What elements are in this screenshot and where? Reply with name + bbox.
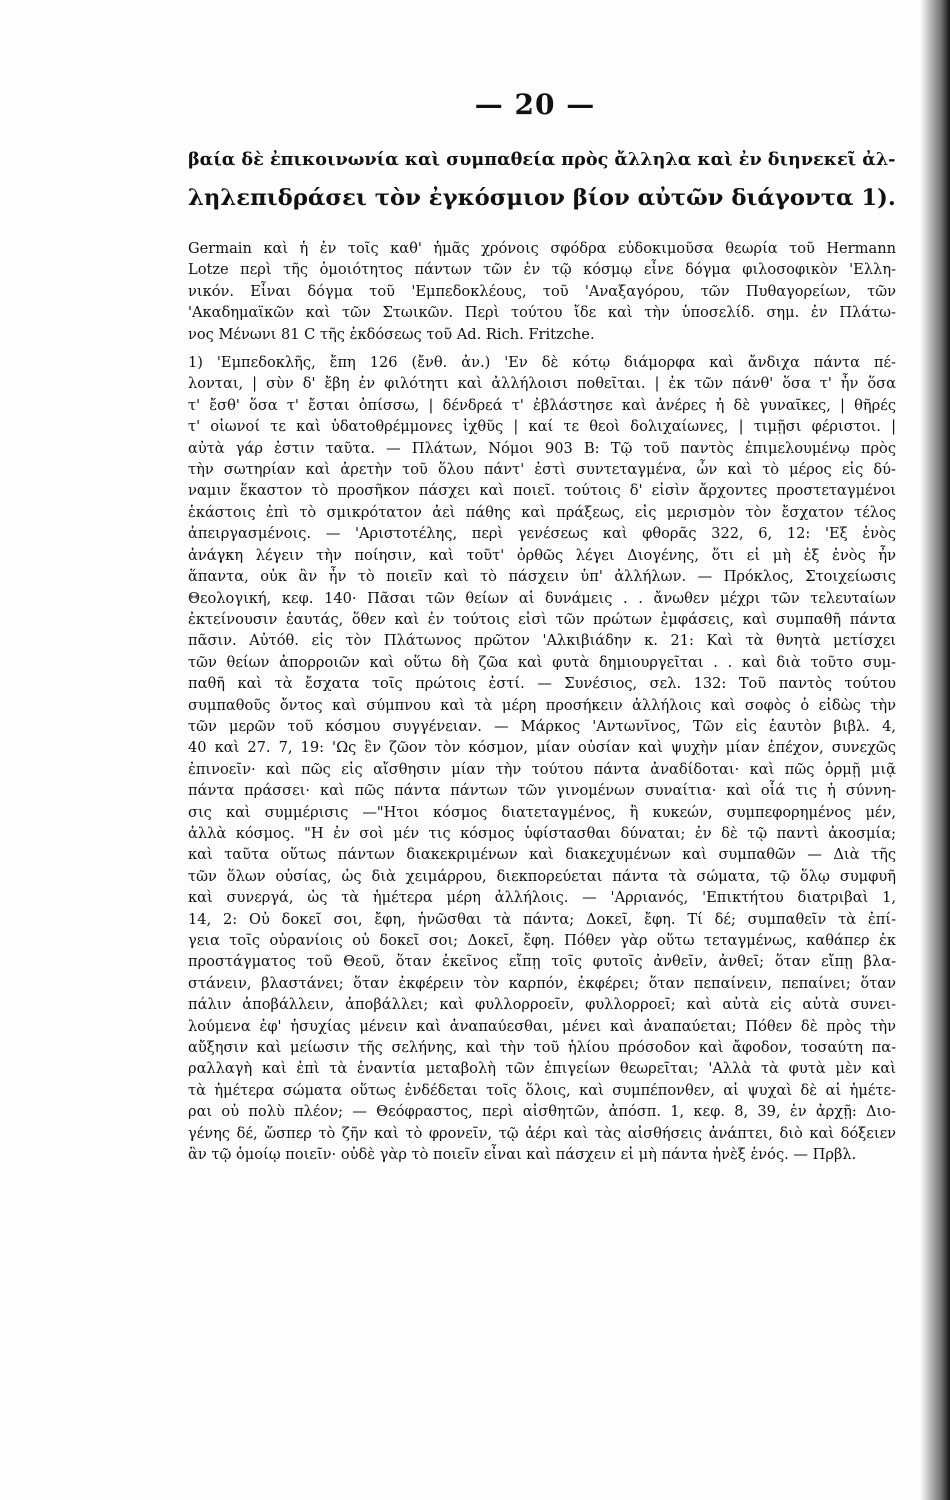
footnote-line: τ' οἰωνοί τε καὶ ὑδατοθρέμμονες ἰχθῦς | καί τε θεοὶ δολιχαίωνες, | τιμῇσι φέριστοι. | bbox=[188, 418, 896, 436]
footnote-line: καὶ ταῦτα οὕτως πάντων διακεκριμένων καὶ διακεχυμένων καὶ συμπαθῶν — Διὰ τῆς bbox=[188, 846, 896, 864]
footnote-line: 40 καὶ 27. 7, 19: 'Ως ἓν ζῶον τὸν κόσμον, μίαν οὐσίαν καὶ ψυχὴν μίαν ἐπέχον, συνεχῶς bbox=[188, 739, 896, 757]
footnote-line: ἀλλὰ κόσμος. "Η ἐν σοὶ μέν τις κόσμος ὑφίστασθαι δύναται; ἐν δὲ τῷ παντὶ ἀκοσμία; bbox=[188, 824, 896, 842]
footnote-line: Θεολογική, κεφ. 140· Πᾶσαι τῶν θείων αἱ δυνάμεις . . ἄνωθεν μέχρι τῶν τελευταίων bbox=[188, 589, 896, 607]
footnotes-block bbox=[188, 238, 896, 1165]
footnote-line: τ' ἔσθ' ὅσα τ' ἔσται ὀπίσσω, | δένδρεά τ' ἐβλάστησε καὶ ἀνέρες ἠ δὲ γυναῖκες, | θῆρές bbox=[188, 396, 896, 414]
footnote-line: ἐπινοεῖν· καὶ πῶς εἰς αἴσθησιν μίαν τὴν τούτου πάντα ἀναδίδοται· καὶ πῶς ὁρμῇ μιᾷ bbox=[188, 760, 896, 778]
footnote-line: σις καὶ συμμέρισις —"Ητοι κόσμος διατεταγμένος, ἢ κυκεών, συμπεφορημένος μέν, bbox=[188, 803, 896, 821]
footnote-line: 'Ακαδημαϊκῶν καὶ τῶν Στωικῶν. Περὶ τούτου ἴδε καὶ τὴν ὑποσελίδ. σημ. ἐν Πλάτω- bbox=[188, 304, 896, 322]
page-edge-shadow bbox=[920, 0, 950, 1500]
footnote-line: παθῆ καὶ τὰ ἔσχατα τοῖς πρώτοις ἐστί. — Συνέσιος, σελ. 132: Τοῦ παντὸς τούτου bbox=[188, 675, 896, 693]
footnote-line: 14, 2: Οὐ δοκεῖ σοι, ἔφη, ἡνῶσθαι τὰ πάντα; Δοκεῖ, ἔφη. Τί δέ; συμπαθεῖν τὰ ἐπί- bbox=[188, 910, 896, 928]
footnote-line: καὶ συνεργά, ὡς τὰ ἡμέτερα μέρη ἀλλήλοις. — 'Αρριανός, 'Επικτήτου διατριβαὶ 1, bbox=[188, 889, 896, 907]
main-text-line: ληλεπιδράσει τὸν ἐγκόσμιον βίον αὐτῶν διάγοντα 1). bbox=[188, 185, 896, 211]
page-number: — 20 — bbox=[474, 88, 596, 121]
footnote-line: ἐκτείνουσιν ἑαυτάς, ὅθεν καὶ ἐν τούτοις εἰσὶ τῶν πρώτων ἐμφάσεις, καὶ συμπαθῆ πάντα bbox=[188, 610, 896, 628]
footnote-line: ἀνάγκη λέγειν τὴν ποίησιν, καὶ τοῦτ' ὀρθῶς λέγει Διογένης, ὅτι εἰ μὴ ἐξ ἑνὸς ἦν bbox=[188, 546, 896, 564]
footnote-line: ναμιν ἕκαστον τὸ προσῆκον πάσχει καὶ ποιεῖ. τούτοις δ' εἰσὶν ἄρχοντες προστεταγμένοι bbox=[188, 482, 896, 500]
footnote-line: πάντα πράσσει· καὶ πῶς πάντα πάντων τῶν γινομένων συναίτια· καὶ οἷά τις ἡ σύννη- bbox=[188, 782, 896, 800]
footnote-line: νικόν. Εἶναι δόγμα τοῦ 'Εμπεδοκλέους, τοῦ 'Αναξαγόρου, τῶν Πυθαγορείων, τῶν bbox=[188, 282, 896, 300]
main-text-line: βαία δὲ ἐπικοινωνία καὶ συμπαθεία πρὸς ἄλληλα καὶ ἐν διηνεκεῖ ἀλ- bbox=[188, 149, 896, 170]
footnote-line: Germain καὶ ἡ ἐν τοῖς καθ' ἡμᾶς χρόνοις σφόδρα εὐδοκιμοῦσα θεωρία τοῦ Hermann bbox=[188, 240, 896, 257]
footnote-line: λονται, | σὺν δ' ἔβη ἐν φιλότητι καὶ ἀλλήλοισι ποθεῖται. | ἐκ τῶν πάνθ' ὅσα τ' ἦν ὅσα bbox=[188, 375, 896, 393]
footnote-line: τὴν σωτηρίαν καὶ ἀρετὴν τοῦ ὅλου πάντ' ἐστὶ συντεταγμένα, ὧν καὶ τὸ μέρος εἰς δύ- bbox=[188, 461, 896, 479]
footnote-line: ἑκάστοις ἐπὶ τὸ σμικρότατον ἀεὶ πάθης καὶ πράξεως, εἰς μερισμὸν τὸν ἔσχατον τέλος bbox=[188, 503, 896, 521]
footnote-line: ραλλαγὴ καὶ ἐπὶ τὰ ἐναντία μεταβολὴ τῶν ἐπιγείων θεωρεῖται; 'Αλλὰ τὰ φυτὰ μὲν καὶ bbox=[188, 1060, 896, 1078]
footnote-line: τῶν θείων ἀπορροιῶν καὶ οὕτω δὴ ζῶα καὶ φυτὰ δημιουργεῖται . . καὶ διὰ τοῦτο συμ- bbox=[188, 653, 896, 671]
footnote-line: 1) 'Εμπεδοκλῆς, ἔπη 126 (ἔνθ. ἀν.) 'Εν δὲ κότῳ διάμορφα καὶ ἄνδιχα πάντα πέ- bbox=[188, 354, 896, 372]
footnote-line: στάνειν, βλαστάνει; ὅταν ἐκφέρειν τὸν καρπόν, ἐκφέρει; ὅταν πεπαίνειν, πεπαίνει; ὅταν bbox=[188, 974, 896, 992]
footnote-line: ραι οὐ πολὺ πλέον; — Θεόφραστος, περὶ αἰσθητῶν, ἀπόσπ. 1, κεφ. 8, 39, ἐν ἀρχῇ: Διο- bbox=[188, 1103, 896, 1121]
footnote-line: γένης δέ, ὥσπερ τὸ ζῆν καὶ τὸ φρονεῖν, τῷ ἀέρι καὶ τὰς αἰσθήσεις ἀνάπτει, διὸ καὶ δόξειεν bbox=[188, 1124, 896, 1142]
footnote-line: τῶν μερῶν τοῦ κόσμου συγγένειαν. — Μάρκος 'Αντωνῖνος, Τῶν εἰς ἑαυτὸν βιβλ. 4, bbox=[188, 717, 896, 735]
footnote-line: αὐτὰ γάρ ἐστιν ταῦτα. — Πλάτων, Νόμοι 903 B: Τῷ τοῦ παντὸς ἐπιμελουμένῳ πρὸς bbox=[188, 439, 896, 457]
footnote-line: ἂν τῷ ὁμοίῳ ποιεῖν· οὐδὲ γὰρ τὸ ποιεῖν εἶναι καὶ πάσχειν εἰ μὴ πάντα ἠνὲξ ἑνός. — Πρβλ. bbox=[188, 1146, 857, 1164]
footnote-line: προστάγματος τοῦ Θεοῦ, ὅταν ἐκεῖνος εἴπῃ τοῖς φυτοῖς ἀνθεῖν, ἀνθεῖ; ὅταν εἴπῃ βλα- bbox=[188, 953, 896, 971]
footnote-line: ἅπαντα, οὐκ ἂν ἦν τὸ ποιεῖν καὶ τὸ πάσχειν ὑπ' ἀλλήλων. — Πρόκλος, Στοιχείωσις bbox=[188, 568, 896, 586]
footnote-line: Lotze περὶ τῆς ὁμοιότητος πάντων τῶν ἐν τῷ κόσμῳ εἶνε δόγμα φιλοσοφικὸν 'Ελλη- bbox=[188, 261, 896, 279]
footnote-line: λούμενα ἐφ' ἡσυχίας μένειν καὶ ἀναπαύεσθαι, μένει καὶ ἀναπαύεται; Πόθεν δὲ πρὸς τὴν bbox=[188, 1017, 896, 1035]
footnote-line: τῶν ὅλων οὐσίας, ὡς διὰ χειμάρρου, διεκπορεύεται πάντα τὰ σώματα, τῷ ὅλῳ συμφυῆ bbox=[188, 867, 896, 885]
footnote-line: πάλιν ἀποβάλλειν, ἀποβάλλει; καὶ φυλλορροεῖν, φυλλορροεῖ; καὶ αὐτὰ εἰς αὐτὰ συνει- bbox=[188, 996, 896, 1014]
footnote-line: γεια τοῖς οὐρανίοις οὐ δοκεῖ σοι; Δοκεῖ, ἔφη. Πόθεν γὰρ οὕτω τεταγμένως, καθάπερ ἐκ bbox=[188, 932, 896, 949]
footnote-line: νος Μένωνι 81 C τῆς ἐκδόσεως τοῦ Ad. Rich. Fritzche. bbox=[188, 325, 595, 343]
footnote-gap bbox=[188, 345, 896, 352]
footnote-line: ἀπειργασμένοις. — 'Αριστοτέλης, περὶ γενέσεως καὶ φθορᾶς 322, 6, 12: 'Εξ ἑνὸς bbox=[188, 525, 896, 543]
footnote-line: πᾶσιν. Αὐτόθ. εἰς τὸν Πλάτωνος πρῶτον 'Αλκιβιάδην κ. 21: Καὶ τὰ θνητὰ μετίσχει bbox=[188, 632, 896, 650]
footnote-line: τὰ ἡμέτερα σώματα οὕτως ἐνδέδεται τοῖς ὅλοις, καὶ συμπέπονθεν, αἱ ψυχαὶ δὲ αἱ ἡμέτε- bbox=[188, 1081, 896, 1099]
footnote-line: αὔξησιν καὶ μείωσιν τῆς σελήνης, καὶ τὴν τοῦ ἡλίου πρόσοδον καὶ ἄφοδον, τοσαύτη πα- bbox=[188, 1039, 896, 1057]
main-text-paragraph bbox=[188, 140, 896, 218]
footnote-line: συμπαθοῦς ὄντος καὶ σύμπνου καὶ τὰ μέρη προσήκειν ἀλλήλοις καὶ σοφὸς ὁ εἰδὼς τὴν bbox=[188, 696, 896, 714]
